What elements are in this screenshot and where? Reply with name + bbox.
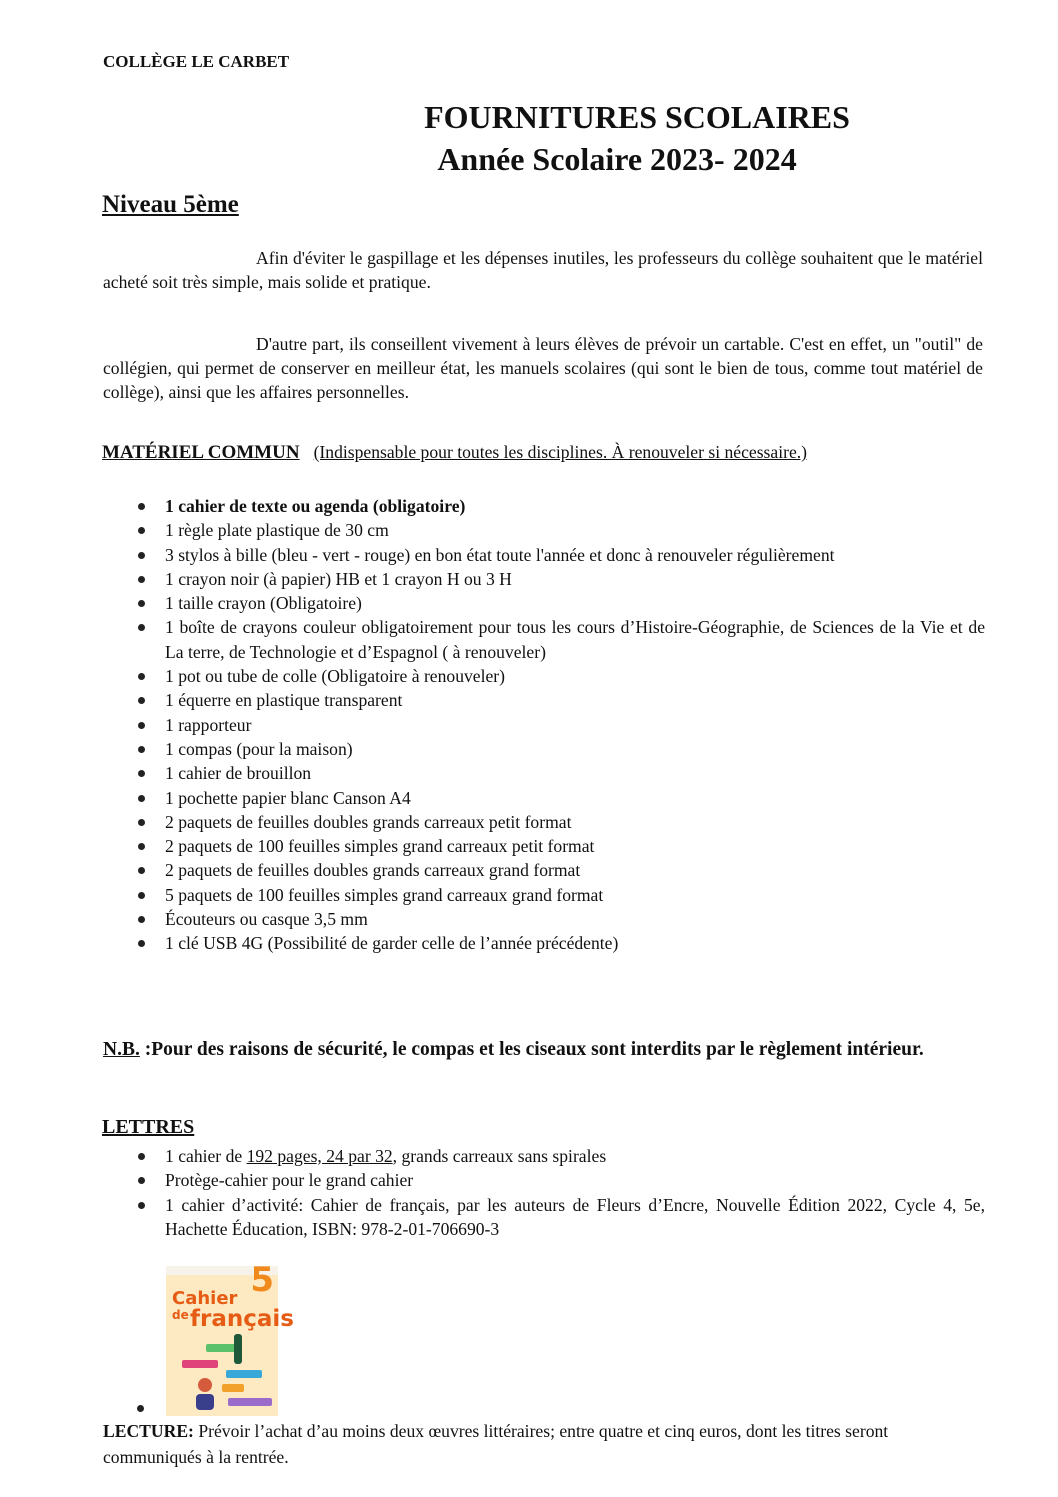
list-item: [130, 810, 985, 834]
lettres-heading: LETTRES: [102, 1116, 195, 1138]
lecture-note: [103, 1418, 983, 1470]
list-item: [130, 664, 985, 688]
bullet-icon: [138, 1177, 145, 1184]
common-item-text: 1 clé USB 4G (Possibilité de garder celle de l’année précédente): [165, 933, 619, 954]
common-item-text: 1 règle plate plastique de 30 cm: [165, 520, 389, 541]
bullet-icon: [138, 576, 145, 583]
bullet-icon: [138, 722, 145, 729]
list-item: [130, 494, 985, 518]
common-item-text: 1 taille crayon (Obligatoire): [165, 593, 362, 614]
cover-number: 5: [250, 1260, 274, 1300]
list-item: [130, 786, 985, 810]
bullet-icon: [138, 770, 145, 777]
lecture-text: Prévoir l’achat d’au moins deux œuvres littéraires; entre quatre et cinq euros, dont les titres seront communiqués à la rentrée.: [103, 1421, 889, 1467]
common-item-text: 1 rapporteur: [165, 714, 252, 735]
list-item: [130, 931, 985, 955]
list-item: [130, 615, 985, 664]
common-item-text: 1 cahier de texte ou agenda (obligatoire): [165, 496, 466, 516]
bullet-icon: [138, 552, 145, 559]
cover-title-line-1: Cahier: [172, 1288, 238, 1309]
bullet-icon: [138, 1202, 145, 1209]
list-item: [130, 1144, 985, 1168]
list-item: [130, 688, 985, 712]
lettres-item-underlined: 192 pages, 24 par 32: [246, 1146, 393, 1166]
common-item-text: 2 paquets de 100 feuilles simples grand carreaux petit format: [165, 836, 595, 857]
intro-paragraph-2: D'autre part, ils conseillent vivement à leurs élèves de prévoir un cartable. C'est en effet, un "outil" de collégien, qui permet de conserver en meilleur état, les manuels scolaires (qui sont le bien de tous, comme tout matériel de collège), ainsi que les affaires personnelles.: [103, 334, 983, 402]
list-item: [130, 907, 985, 931]
bullet-icon: [138, 819, 145, 826]
page-title: FOURNITURES SCOLAIRES: [424, 99, 850, 135]
common-item-text: 1 crayon noir (à papier) HB et 1 crayon H ou 3 H: [165, 568, 512, 589]
list-item: [130, 858, 985, 882]
common-item-text: 2 paquets de feuilles doubles grands carreaux grand format: [165, 860, 581, 881]
common-item-text: 1 pot ou tube de colle (Obligatoire à renouveler): [165, 666, 506, 687]
list-item: [130, 518, 985, 542]
lettres-item-text: Protège-cahier pour le grand cahier: [165, 1170, 414, 1191]
cover-label-tag: [182, 1360, 218, 1368]
common-supplies-heading: [102, 442, 807, 464]
cover-figure: [234, 1334, 242, 1364]
common-supplies-title: MATÉRIEL COMMUN: [102, 442, 300, 463]
common-item-text: 1 cahier de brouillon: [165, 763, 312, 784]
safety-note-label: N.B.: [103, 1039, 140, 1060]
lecture-label: LECTURE:: [103, 1421, 194, 1441]
common-supplies-note: (Indispensable pour toutes les disciplines. À renouveler si nécessaire.): [313, 442, 808, 462]
lettres-item-text: 1 cahier d’activité: Cahier de français, par les auteurs de Fleurs d’Encre, Nouvelle Édition 2022, Cycle 4, 5e, Hachette Éducation, ISBN: 978-2-01-706690-3: [165, 1194, 985, 1239]
bullet-icon: [138, 867, 145, 874]
list-item: [130, 567, 985, 591]
common-item-text: 1 boîte de crayons couleur obligatoirement pour tous les cours d’Histoire-Géographie, de Sciences de la Vie et de La terre, de Technologie et d’Espagnol ( à renouveler): [165, 617, 985, 662]
cover-label-tag: [226, 1370, 262, 1378]
common-item-text: 5 paquets de 100 feuilles simples grand carreaux grand format: [165, 884, 604, 905]
bullet-icon: [138, 795, 145, 802]
bullet-icon: [138, 600, 145, 607]
safety-note: [103, 1036, 983, 1063]
bullet-icon: [138, 843, 145, 850]
level-heading: Niveau 5ème: [102, 191, 239, 218]
book-cover-image: [166, 1260, 294, 1416]
common-item-text: 1 compas (pour la maison): [165, 738, 353, 759]
bullet-icon: [138, 746, 145, 753]
bullet-icon: [138, 697, 145, 704]
list-item: [130, 1193, 985, 1242]
safety-note-text: :Pour des raisons de sécurité, le compas et les ciseaux sont interdits par le règlement intérieur.: [139, 1039, 924, 1060]
list-item: [130, 761, 985, 785]
list-item: [130, 737, 985, 761]
common-item-text: 1 pochette papier blanc Canson A4: [165, 787, 411, 808]
bullet-icon: [138, 940, 145, 947]
bullet-icon: [138, 503, 145, 510]
bullet-icon: [138, 892, 145, 899]
bullet-icon: [138, 624, 145, 631]
bullet-icon: [138, 916, 145, 923]
cover-figure: [196, 1394, 214, 1410]
cover-title-line-2: de: [172, 1308, 189, 1322]
bullet-icon: [137, 1405, 144, 1412]
list-item: [130, 834, 985, 858]
common-item-text: Écouteurs ou casque 3,5 mm: [165, 909, 368, 930]
school-year: Année Scolaire 2023- 2024: [437, 141, 797, 177]
list-item: [130, 1168, 985, 1192]
list-item: [130, 883, 985, 907]
bullet-icon: [138, 1153, 145, 1160]
lettres-item-text: 1 cahier de: [165, 1146, 247, 1166]
cover-label-tag: [222, 1384, 244, 1392]
school-name: COLLÈGE LE CARBET: [103, 52, 290, 71]
cover-figure: [198, 1378, 212, 1392]
list-item: [130, 591, 985, 615]
list-item: [130, 713, 985, 737]
list-item: [130, 543, 985, 567]
lettres-list: [130, 1144, 985, 1241]
common-supplies-list: [130, 494, 985, 956]
common-item-text: 1 équerre en plastique transparent: [165, 690, 403, 711]
cover-title-line-3: français: [190, 1306, 294, 1332]
lettres-item-text: , grands carreaux sans spirales: [392, 1146, 607, 1166]
common-item-text: 3 stylos à bille (bleu - vert - rouge) en bon état toute l'année et donc à renouveler régulièrement: [165, 544, 835, 565]
common-item-text: 2 paquets de feuilles doubles grands carreaux petit format: [165, 811, 572, 832]
intro-paragraph-1: Afin d'éviter le gaspillage et les dépenses inutiles, les professeurs du collège souhaitent que le matériel acheté soit très simple, mais solide et pratique.: [103, 248, 983, 292]
cover-label-tag: [228, 1398, 272, 1406]
bullet-icon: [138, 673, 145, 680]
bullet-icon: [138, 527, 145, 534]
